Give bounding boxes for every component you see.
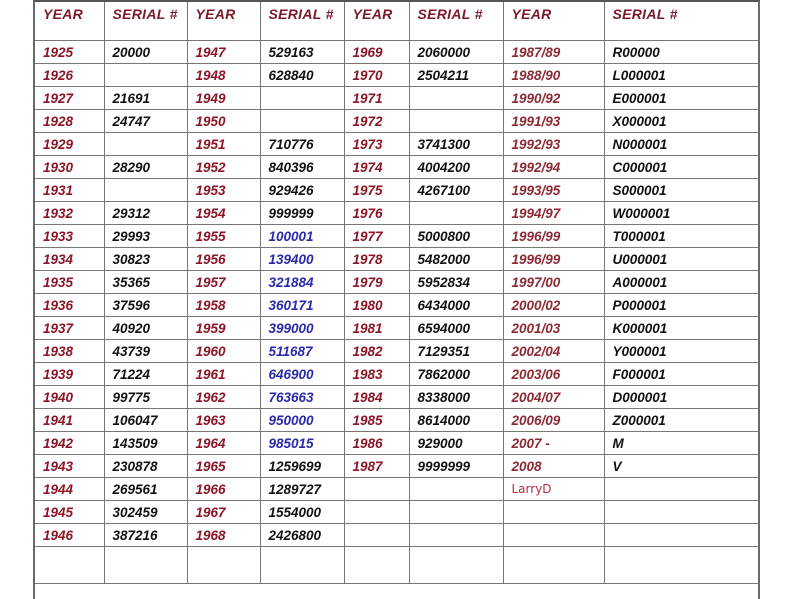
table-row <box>35 409 760 432</box>
year-cell <box>344 478 409 501</box>
year-cell: 1932 <box>35 202 104 225</box>
serial-prefix-cell: F000001 <box>604 363 760 386</box>
serial-prefix-cell: M <box>604 432 760 455</box>
table-row <box>35 248 760 271</box>
serial-cell <box>104 179 187 202</box>
year-cell: 1972 <box>344 110 409 133</box>
serial-cell: 999999 <box>260 202 344 225</box>
year-cell: 1979 <box>344 271 409 294</box>
serial-cell: 8338000 <box>409 386 503 409</box>
year-range-cell: 1992/94 <box>503 156 604 179</box>
year-cell: 1930 <box>35 156 104 179</box>
year-cell: 1953 <box>187 179 260 202</box>
serial-cell: 139400 <box>260 248 344 271</box>
serial-cell: 71224 <box>104 363 187 386</box>
table-row <box>35 179 760 202</box>
table-row <box>35 202 760 225</box>
year-cell: 1969 <box>344 41 409 64</box>
serial-cell: 8614000 <box>409 409 503 432</box>
header-serial-2: SERIAL # <box>260 2 344 41</box>
serial-cell: 840396 <box>260 156 344 179</box>
serial-cell: 99775 <box>104 386 187 409</box>
year-cell: 1926 <box>35 64 104 87</box>
serial-cell <box>409 202 503 225</box>
year-cell: 1928 <box>35 110 104 133</box>
table-row <box>35 156 760 179</box>
year-cell: 1949 <box>187 87 260 110</box>
serial-cell: 100001 <box>260 225 344 248</box>
serial-cell: 763663 <box>260 386 344 409</box>
table-row <box>35 363 760 386</box>
serial-cell <box>260 87 344 110</box>
serial-cell: 24747 <box>104 110 187 133</box>
table-row <box>35 271 760 294</box>
header-year-2: YEAR <box>187 2 260 41</box>
serial-prefix-cell: N000001 <box>604 133 760 156</box>
serial-cell: 387216 <box>104 524 187 547</box>
year-cell: 1944 <box>35 478 104 501</box>
serial-prefix-cell: T000001 <box>604 225 760 248</box>
year-cell: 1971 <box>344 87 409 110</box>
serial-cell: 106047 <box>104 409 187 432</box>
serial-cell: 2426800 <box>260 524 344 547</box>
year-range-cell: 2004/07 <box>503 386 604 409</box>
year-cell: 1959 <box>187 317 260 340</box>
serial-cell: 269561 <box>104 478 187 501</box>
serial-cell: 35365 <box>104 271 187 294</box>
year-cell: 1973 <box>344 133 409 156</box>
year-cell: 1961 <box>187 363 260 386</box>
header-serial-4: SERIAL # <box>604 2 760 41</box>
serial-cell: 230878 <box>104 455 187 478</box>
year-range-cell: 1996/99 <box>503 248 604 271</box>
empty-cell <box>503 547 604 584</box>
empty-cell <box>344 547 409 584</box>
serial-cell: 5000800 <box>409 225 503 248</box>
serial-cell: 302459 <box>104 501 187 524</box>
year-cell: 1962 <box>187 386 260 409</box>
serial-cell <box>409 87 503 110</box>
year-range-cell: 1988/90 <box>503 64 604 87</box>
serial-prefix-cell <box>604 524 760 547</box>
serial-cell: 950000 <box>260 409 344 432</box>
year-cell: 1937 <box>35 317 104 340</box>
year-cell: 1967 <box>187 501 260 524</box>
year-range-cell: 1987/89 <box>503 41 604 64</box>
year-cell: 1952 <box>187 156 260 179</box>
empty-cell <box>104 547 187 584</box>
year-cell: 1933 <box>35 225 104 248</box>
serial-cell: 7862000 <box>409 363 503 386</box>
empty-cell <box>35 547 104 584</box>
year-range-cell: 1996/99 <box>503 225 604 248</box>
serial-cell: 399000 <box>260 317 344 340</box>
serial-cell <box>104 133 187 156</box>
serial-cell: 1289727 <box>260 478 344 501</box>
serial-cell: 9999999 <box>409 455 503 478</box>
year-cell: 1958 <box>187 294 260 317</box>
serial-cell: 20000 <box>104 41 187 64</box>
serial-prefix-cell: E000001 <box>604 87 760 110</box>
serial-cell: 3741300 <box>409 133 503 156</box>
year-cell: 1946 <box>35 524 104 547</box>
serial-cell: 6434000 <box>409 294 503 317</box>
header-year-3: YEAR <box>344 2 409 41</box>
year-range-cell: 2001/03 <box>503 317 604 340</box>
year-cell: 1951 <box>187 133 260 156</box>
year-range-cell <box>503 501 604 524</box>
serial-prefix-cell: P000001 <box>604 294 760 317</box>
year-cell: 1974 <box>344 156 409 179</box>
serial-cell: 1554000 <box>260 501 344 524</box>
table-row <box>35 110 760 133</box>
table-row <box>35 64 760 87</box>
serial-cell: 529163 <box>260 41 344 64</box>
table-row <box>35 317 760 340</box>
serial-cell: 2060000 <box>409 41 503 64</box>
year-cell: 1935 <box>35 271 104 294</box>
table-row <box>35 41 760 64</box>
serial-cell: 628840 <box>260 64 344 87</box>
year-cell: 1970 <box>344 64 409 87</box>
serial-prefix-cell <box>604 501 760 524</box>
serial-cell: 929426 <box>260 179 344 202</box>
serial-prefix-cell: A000001 <box>604 271 760 294</box>
year-cell: 1947 <box>187 41 260 64</box>
serial-cell: 6594000 <box>409 317 503 340</box>
year-range-cell: 1994/97 <box>503 202 604 225</box>
year-range-cell: 1992/93 <box>503 133 604 156</box>
year-cell: 1984 <box>344 386 409 409</box>
serial-cell <box>409 524 503 547</box>
table-row <box>35 133 760 156</box>
table-row <box>35 294 760 317</box>
serial-cell: 360171 <box>260 294 344 317</box>
table-row <box>35 225 760 248</box>
serial-cell: 321884 <box>260 271 344 294</box>
table-row <box>35 386 760 409</box>
serial-prefix-cell: X000001 <box>604 110 760 133</box>
year-cell: 1925 <box>35 41 104 64</box>
serial-prefix-cell: D000001 <box>604 386 760 409</box>
serial-cell: 4267100 <box>409 179 503 202</box>
serial-cell: 21691 <box>104 87 187 110</box>
header-serial-1: SERIAL # <box>104 2 187 41</box>
empty-cell <box>260 547 344 584</box>
header-year-4: YEAR <box>503 2 604 41</box>
year-cell: 1936 <box>35 294 104 317</box>
serial-cell <box>409 110 503 133</box>
year-cell: 1943 <box>35 455 104 478</box>
year-cell <box>344 501 409 524</box>
empty-cell <box>187 547 260 584</box>
serial-number-table <box>35 2 760 584</box>
serial-prefix-cell: C000001 <box>604 156 760 179</box>
empty-row <box>35 547 760 584</box>
serial-prefix-cell <box>604 478 760 501</box>
serial-cell: 1259699 <box>260 455 344 478</box>
header-serial-3: SERIAL # <box>409 2 503 41</box>
year-cell: 1980 <box>344 294 409 317</box>
year-cell: 1983 <box>344 363 409 386</box>
year-cell: 1977 <box>344 225 409 248</box>
serial-cell: 43739 <box>104 340 187 363</box>
year-cell: 1978 <box>344 248 409 271</box>
empty-cell <box>409 547 503 584</box>
year-range-cell: 2000/02 <box>503 294 604 317</box>
year-cell: 1963 <box>187 409 260 432</box>
year-range-cell: 2002/04 <box>503 340 604 363</box>
serial-prefix-cell: Z000001 <box>604 409 760 432</box>
year-cell: 1942 <box>35 432 104 455</box>
serial-cell: 929000 <box>409 432 503 455</box>
year-range-cell: 2003/06 <box>503 363 604 386</box>
serial-prefix-cell: S000001 <box>604 179 760 202</box>
year-cell: 1955 <box>187 225 260 248</box>
serial-prefix-cell: Y000001 <box>604 340 760 363</box>
serial-prefix-cell: R00000 <box>604 41 760 64</box>
year-cell: 1975 <box>344 179 409 202</box>
year-cell <box>344 524 409 547</box>
year-cell: 1931 <box>35 179 104 202</box>
serial-cell: 143509 <box>104 432 187 455</box>
year-cell: 1981 <box>344 317 409 340</box>
table-row <box>35 478 760 501</box>
year-range-cell: 2008 <box>503 455 604 478</box>
serial-prefix-cell: K000001 <box>604 317 760 340</box>
year-cell: 1929 <box>35 133 104 156</box>
serial-prefix-cell: W000001 <box>604 202 760 225</box>
table-row <box>35 501 760 524</box>
table-body <box>35 41 760 584</box>
serial-cell <box>104 64 187 87</box>
year-cell: 1982 <box>344 340 409 363</box>
serial-cell: 4004200 <box>409 156 503 179</box>
header-year-1: YEAR <box>35 2 104 41</box>
year-cell: 1985 <box>344 409 409 432</box>
empty-cell <box>604 547 760 584</box>
serial-cell: 2504211 <box>409 64 503 87</box>
serial-cell: 511687 <box>260 340 344 363</box>
year-cell: 1941 <box>35 409 104 432</box>
year-cell: 1957 <box>187 271 260 294</box>
signature-text: LarryD <box>503 478 604 501</box>
serial-cell <box>409 501 503 524</box>
year-range-cell: 1990/92 <box>503 87 604 110</box>
year-cell: 1968 <box>187 524 260 547</box>
year-cell: 1934 <box>35 248 104 271</box>
serial-prefix-cell: V <box>604 455 760 478</box>
table-row <box>35 87 760 110</box>
year-cell: 1939 <box>35 363 104 386</box>
year-cell: 1965 <box>187 455 260 478</box>
year-cell: 1940 <box>35 386 104 409</box>
serial-cell: 37596 <box>104 294 187 317</box>
serial-cell: 7129351 <box>409 340 503 363</box>
year-cell: 1987 <box>344 455 409 478</box>
year-range-cell: 1997/00 <box>503 271 604 294</box>
year-cell: 1954 <box>187 202 260 225</box>
year-range-cell: 2007 - <box>503 432 604 455</box>
serial-prefix-cell: U000001 <box>604 248 760 271</box>
serial-number-sheet <box>33 0 760 599</box>
serial-cell: 29312 <box>104 202 187 225</box>
year-range-cell: 1993/95 <box>503 179 604 202</box>
table-row <box>35 340 760 363</box>
year-cell: 1966 <box>187 478 260 501</box>
serial-cell: 985015 <box>260 432 344 455</box>
year-range-cell: 1991/93 <box>503 110 604 133</box>
serial-prefix-cell: L000001 <box>604 64 760 87</box>
serial-cell: 28290 <box>104 156 187 179</box>
year-cell: 1945 <box>35 501 104 524</box>
serial-cell: 29993 <box>104 225 187 248</box>
year-cell: 1938 <box>35 340 104 363</box>
serial-cell: 646900 <box>260 363 344 386</box>
table-row <box>35 432 760 455</box>
year-cell: 1986 <box>344 432 409 455</box>
serial-cell: 5482000 <box>409 248 503 271</box>
year-cell: 1927 <box>35 87 104 110</box>
serial-cell <box>409 478 503 501</box>
year-range-cell <box>503 524 604 547</box>
serial-cell: 5952834 <box>409 271 503 294</box>
serial-cell <box>260 110 344 133</box>
table-row <box>35 524 760 547</box>
year-cell: 1950 <box>187 110 260 133</box>
header-row <box>35 2 760 41</box>
year-cell: 1964 <box>187 432 260 455</box>
serial-cell: 40920 <box>104 317 187 340</box>
table-row <box>35 455 760 478</box>
serial-cell: 30823 <box>104 248 187 271</box>
year-cell: 1948 <box>187 64 260 87</box>
year-cell: 1976 <box>344 202 409 225</box>
year-cell: 1956 <box>187 248 260 271</box>
year-cell: 1960 <box>187 340 260 363</box>
year-range-cell: 2006/09 <box>503 409 604 432</box>
serial-cell: 710776 <box>260 133 344 156</box>
